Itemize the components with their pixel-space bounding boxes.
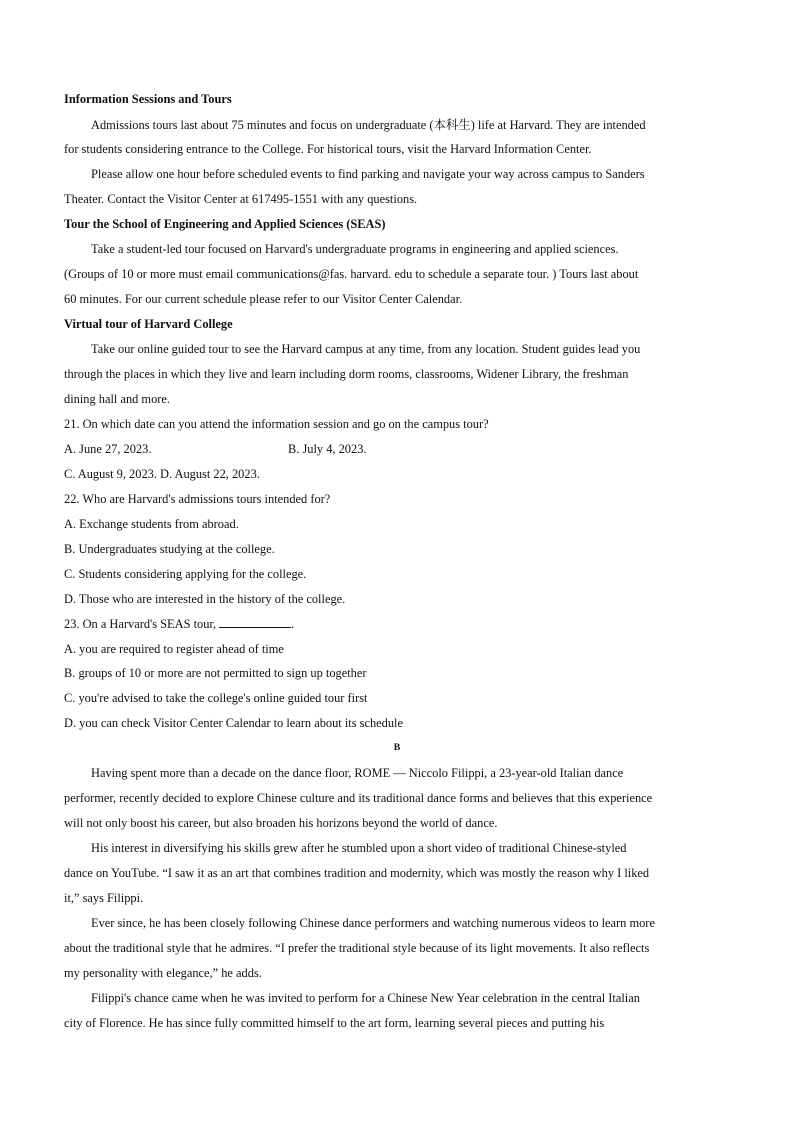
- paragraph-line: Theater. Contact the Visitor Center at 617495-1551 with any questions.: [64, 192, 418, 206]
- paragraph-line: through the places in which they live and learn including dorm rooms, classrooms, Widener Library, the freshman: [64, 367, 629, 381]
- paragraph-line: performer, recently decided to explore Chinese culture and its traditional dance forms and believes that this experience: [64, 791, 653, 805]
- option-22-a: A. Exchange students from abroad.: [64, 517, 239, 531]
- paragraph-line: dining hall and more.: [64, 392, 170, 406]
- paragraph-line: Ever since, he has been closely following Chinese dance performers and watching numerous videos to learn more: [91, 916, 655, 930]
- option-22-b: B. Undergraduates studying at the college.: [64, 542, 275, 556]
- paragraph-line: Filippi's chance came when he was invited to perform for a Chinese New Year celebration in the central Italian: [91, 991, 640, 1005]
- paragraph-line: my personality with elegance,” he adds.: [64, 966, 262, 980]
- heading-virtual-tour: Virtual tour of Harvard College: [64, 317, 233, 331]
- option-22-d: D. Those who are interested in the history of the college.: [64, 592, 346, 606]
- option-23-a: A. you are required to register ahead of time: [64, 642, 284, 656]
- paragraph-line: will not only boost his career, but also broaden his horizons beyond the world of dance.: [64, 816, 498, 830]
- question-23-text: 23. On a Harvard's SEAS tour,: [64, 617, 217, 631]
- question-22: 22. Who are Harvard's admissions tours intended for?: [64, 492, 331, 506]
- paragraph-line: for students considering entrance to the College. For historical tours, visit the Harvard Information Center.: [64, 142, 592, 156]
- paragraph-line: it,” says Filippi.: [64, 891, 144, 905]
- paragraph-line: about the traditional style that he admires. “I prefer the traditional style because of its light movements. It also reflects: [64, 941, 650, 955]
- paragraph-line: 60 minutes. For our current schedule please refer to our Visitor Center Calendar.: [64, 292, 463, 306]
- option-21-b: B. July 4, 2023.: [288, 442, 367, 456]
- paragraph-line: Take a student-led tour focused on Harvard's undergraduate programs in engineering and applied sciences.: [91, 242, 619, 256]
- heading-seas-tour: Tour the School of Engineering and Applied Sciences (SEAS): [64, 217, 386, 231]
- question-21: 21. On which date can you attend the information session and go on the campus tour?: [64, 417, 489, 431]
- paragraph-line: Admissions tours last about 75 minutes and focus on undergraduate (本科生) life at Harvard. They are intended: [91, 118, 646, 132]
- paragraph-line: Please allow one hour before scheduled events to find parking and navigate your way across campus to Sanders: [91, 167, 645, 181]
- paragraph-line: Having spent more than a decade on the dance floor, ROME — Niccolo Filippi, a 23-year-old Italian dance: [91, 766, 624, 780]
- section-label-b: B: [393, 742, 401, 753]
- option-23-d: D. you can check Visitor Center Calendar to learn about its schedule: [64, 716, 403, 730]
- paragraph-line: His interest in diversifying his skills grew after he stumbled upon a short video of traditional Chinese-styled: [91, 841, 627, 855]
- paragraph-line: Take our online guided tour to see the Harvard campus at any time, from any location. Student guides lead you: [91, 342, 641, 356]
- option-23-b: B. groups of 10 or more are not permitted to sign up together: [64, 666, 367, 680]
- option-22-c: C. Students considering applying for the college.: [64, 567, 307, 581]
- paragraph-line: city of Florence. He has since fully committed himself to the art form, learning several pieces and putting his: [64, 1016, 605, 1030]
- option-21-a: A. June 27, 2023.: [64, 442, 152, 456]
- question-23-end: .: [291, 617, 295, 631]
- paragraph-line: dance on YouTube. “I saw it as an art that combines tradition and modernity, which was mostly the reason why I liked: [64, 866, 650, 880]
- answer-blank: [219, 616, 291, 628]
- question-23: [64, 616, 294, 632]
- option-23-c: C. you're advised to take the college's online guided tour first: [64, 691, 368, 705]
- heading-information-sessions: Information Sessions and Tours: [64, 92, 232, 106]
- option-21-cd: C. August 9, 2023. D. August 22, 2023.: [64, 467, 260, 481]
- paragraph-line: (Groups of 10 or more must email communications@fas. harvard. edu to schedule a separate tour. ) Tours last about: [64, 267, 639, 281]
